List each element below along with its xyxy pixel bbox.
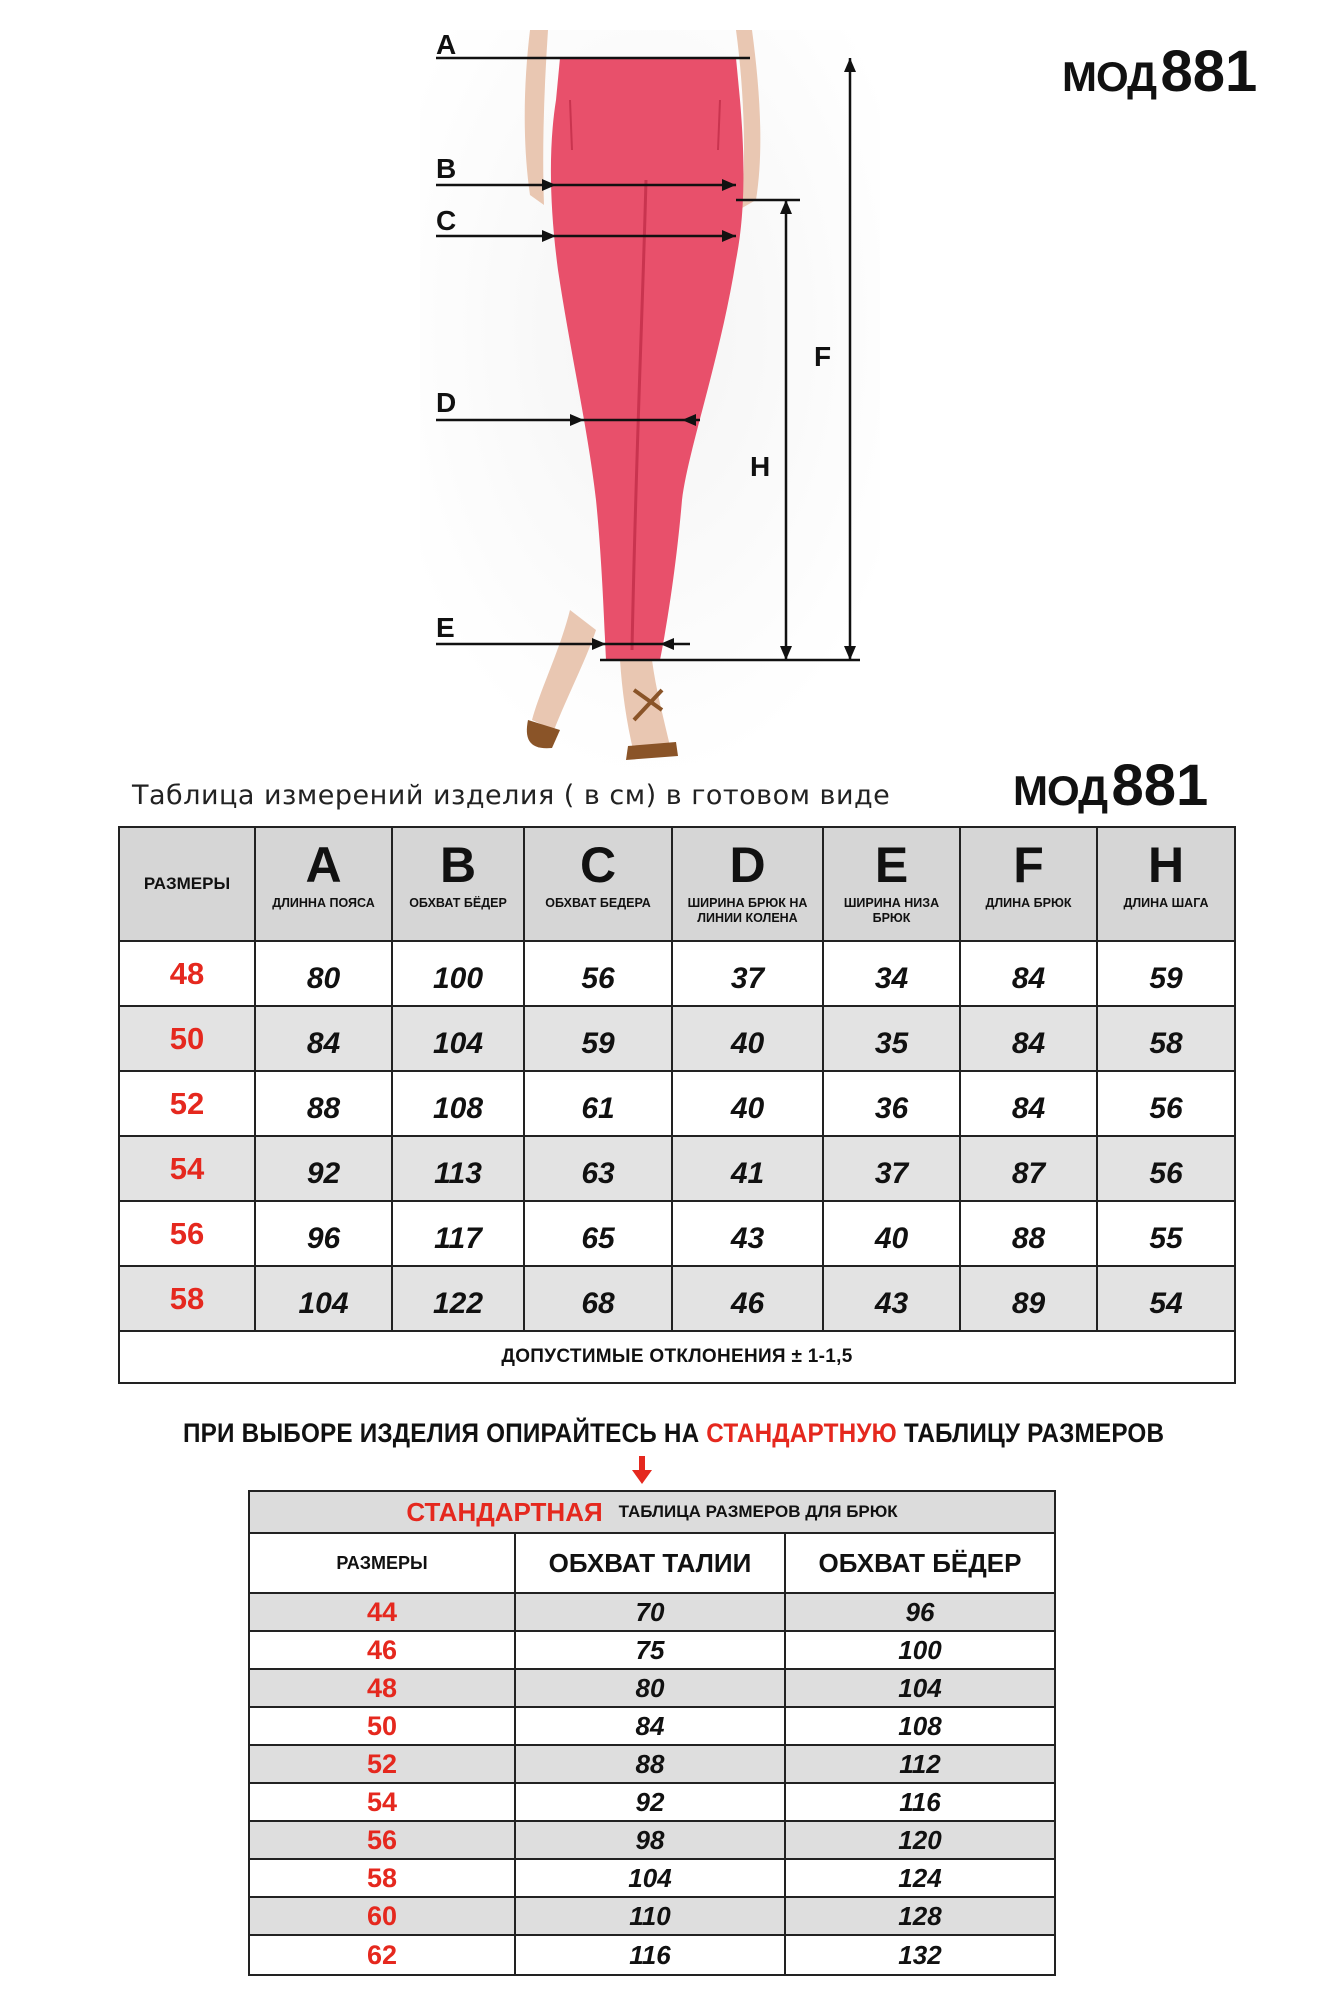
column-desc: ОБХВАТ БЕДЕРА [545, 896, 651, 910]
standard-waist-cell: 70 [516, 1594, 786, 1632]
standard-waist-cell: 88 [516, 1746, 786, 1784]
standard-size-cell: 46 [250, 1632, 516, 1670]
value-cell: 35 [824, 1007, 961, 1072]
standard-hips-cell: 104 [786, 1670, 1054, 1708]
pants-measurement-diagram [420, 30, 880, 780]
value-cell: 40 [824, 1202, 961, 1267]
standard-hips-cell: 120 [786, 1822, 1054, 1860]
value-cell: 37 [824, 1137, 961, 1202]
value-cell: 41 [673, 1137, 824, 1202]
value-cell: 88 [256, 1072, 393, 1137]
column-letter: D [729, 837, 766, 893]
value-cell: 113 [393, 1137, 525, 1202]
column-desc: ДЛИНА БРЮК [985, 896, 1072, 910]
standard-size-cell: 62 [250, 1936, 516, 1974]
value-cell: 84 [256, 1007, 393, 1072]
standard-table-title [250, 1492, 1054, 1534]
column-header [393, 828, 525, 942]
size-cell: 48 [120, 942, 256, 1007]
standard-waist-cell: 116 [516, 1936, 786, 1974]
model-label-table [1013, 752, 1208, 819]
down-arrow-icon [632, 1456, 652, 1484]
value-cell: 46 [673, 1267, 824, 1332]
value-cell: 34 [824, 942, 961, 1007]
value-cell: 122 [393, 1267, 525, 1332]
column-letter: C [579, 837, 617, 893]
value-cell: 59 [525, 1007, 673, 1072]
note-text: ТАБЛИЦУ РАЗМЕРОВ [896, 1418, 1165, 1448]
column-letter: B [439, 837, 477, 893]
value-cell: 100 [393, 942, 525, 1007]
label-c: C [436, 205, 457, 236]
standard-hips-cell: 128 [786, 1898, 1054, 1936]
standard-waist-cell: 92 [516, 1784, 786, 1822]
value-cell: 108 [393, 1072, 525, 1137]
standard-hips-cell: 124 [786, 1860, 1054, 1898]
column-header [673, 828, 824, 942]
column-letter: E [874, 837, 909, 893]
model-prefix: МОД [1062, 53, 1157, 100]
standard-size-cell: 44 [250, 1594, 516, 1632]
column-desc: ШИРИНА НИЗА БРЮК [843, 896, 940, 925]
value-cell: 88 [961, 1202, 1098, 1267]
model-label-top [1062, 38, 1257, 105]
standard-size-table [248, 1490, 1056, 1976]
size-cell: 50 [120, 1007, 256, 1072]
column-header [1098, 828, 1234, 942]
value-cell: 59 [1098, 942, 1234, 1007]
standard-waist-cell: 75 [516, 1632, 786, 1670]
value-cell: 56 [525, 942, 673, 1007]
value-cell: 61 [525, 1072, 673, 1137]
column-letter: H [1147, 837, 1185, 893]
standard-title-highlight: СТАНДАРТНАЯ [406, 1496, 603, 1527]
column-header [256, 828, 393, 942]
value-cell: 104 [256, 1267, 393, 1332]
column-header [824, 828, 961, 942]
measurement-table-caption: Таблица измерений изделия ( в см) в готовом виде [132, 780, 891, 811]
value-cell: 40 [673, 1007, 824, 1072]
measurement-table-body [120, 942, 1234, 1332]
table-row [120, 1072, 1234, 1137]
label-e: E [436, 612, 455, 643]
size-cell: 56 [120, 1202, 256, 1267]
standard-hips-cell: 112 [786, 1746, 1054, 1784]
value-cell: 84 [961, 942, 1098, 1007]
table-row [120, 942, 1234, 1007]
standard-header-sizes: РАЗМЕРЫ [250, 1534, 516, 1594]
standard-header-waist: ОБХВАТ ТАЛИИ [516, 1534, 786, 1594]
value-cell: 36 [824, 1072, 961, 1137]
label-f: F [814, 341, 832, 372]
note-highlight: СТАНДАРТНУЮ [706, 1418, 897, 1448]
model-number: 881 [1111, 753, 1209, 818]
standard-size-cell: 48 [250, 1670, 516, 1708]
column-letter: F [1013, 837, 1044, 893]
choose-size-note [183, 1418, 1164, 1449]
standard-waist-cell: 110 [516, 1898, 786, 1936]
value-cell: 55 [1098, 1202, 1234, 1267]
value-cell: 92 [256, 1137, 393, 1202]
standard-size-cell: 54 [250, 1784, 516, 1822]
value-cell: 96 [256, 1202, 393, 1267]
column-desc: ДЛИННА ПОЯСА [272, 896, 375, 910]
standard-hips-cell: 100 [786, 1632, 1054, 1670]
column-desc: ОБХВАТ БЁДЕР [409, 896, 507, 910]
value-cell: 117 [393, 1202, 525, 1267]
standard-size-cell: 50 [250, 1708, 516, 1746]
value-cell: 89 [961, 1267, 1098, 1332]
size-cell: 54 [120, 1137, 256, 1202]
standard-size-cell: 58 [250, 1860, 516, 1898]
value-cell: 56 [1098, 1137, 1234, 1202]
size-cell: 58 [120, 1267, 256, 1332]
standard-waist-cell: 84 [516, 1708, 786, 1746]
standard-hips-cell: 108 [786, 1708, 1054, 1746]
waistband-shape [556, 58, 740, 100]
column-desc: ШИРИНА БРЮК НА ЛИНИИ КОЛЕНА [687, 896, 808, 925]
tolerance-note: ДОПУСТИМЫЕ ОТКЛОНЕНИЯ ± 1-1,5 [501, 1346, 853, 1367]
value-cell: 58 [1098, 1007, 1234, 1072]
table-row [120, 1137, 1234, 1202]
standard-size-cell: 60 [250, 1898, 516, 1936]
label-b: B [436, 153, 457, 184]
standard-title-rest: ТАБЛИЦА РАЗМЕРОВ ДЛЯ БРЮК [618, 1502, 898, 1521]
value-cell: 40 [673, 1072, 824, 1137]
model-prefix: МОД [1013, 767, 1108, 814]
value-cell: 87 [961, 1137, 1098, 1202]
table-row [120, 1267, 1234, 1332]
table-row [120, 1007, 1234, 1072]
measurement-table-grid [120, 828, 1234, 942]
value-cell: 84 [961, 1072, 1098, 1137]
standard-table-grid [250, 1534, 1054, 1974]
standard-hips-cell: 96 [786, 1594, 1054, 1632]
value-cell: 84 [961, 1007, 1098, 1072]
standard-hips-cell: 116 [786, 1784, 1054, 1822]
column-letter: A [305, 837, 342, 893]
value-cell: 43 [673, 1202, 824, 1267]
standard-waist-cell: 98 [516, 1822, 786, 1860]
size-cell: 52 [120, 1072, 256, 1137]
value-cell: 68 [525, 1267, 673, 1332]
table-row [120, 1202, 1234, 1267]
standard-header-hips: ОБХВАТ БЁДЕР [786, 1534, 1054, 1594]
note-text: ПРИ ВЫБОРЕ ИЗДЕЛИЯ ОПИРАЙТЕСЬ НА [183, 1418, 707, 1448]
measurement-table [118, 826, 1236, 1384]
value-cell: 43 [824, 1267, 961, 1332]
value-cell: 37 [673, 942, 824, 1007]
label-h: H [750, 451, 771, 482]
standard-waist-cell: 104 [516, 1860, 786, 1898]
label-d: D [436, 387, 457, 418]
standard-size-cell: 56 [250, 1822, 516, 1860]
value-cell: 65 [525, 1202, 673, 1267]
standard-waist-cell: 80 [516, 1670, 786, 1708]
value-cell: 80 [256, 942, 393, 1007]
label-a: A [436, 30, 457, 60]
value-cell: 63 [525, 1137, 673, 1202]
value-cell: 54 [1098, 1267, 1234, 1332]
column-header [961, 828, 1098, 942]
column-header [525, 828, 673, 942]
sizes-header: РАЗМЕРЫ [120, 828, 256, 942]
value-cell: 56 [1098, 1072, 1234, 1137]
column-desc: ДЛИНА ШАГА [1123, 896, 1209, 910]
value-cell: 104 [393, 1007, 525, 1072]
model-number: 881 [1160, 39, 1258, 104]
standard-size-cell: 52 [250, 1746, 516, 1784]
standard-hips-cell: 132 [786, 1936, 1054, 1974]
